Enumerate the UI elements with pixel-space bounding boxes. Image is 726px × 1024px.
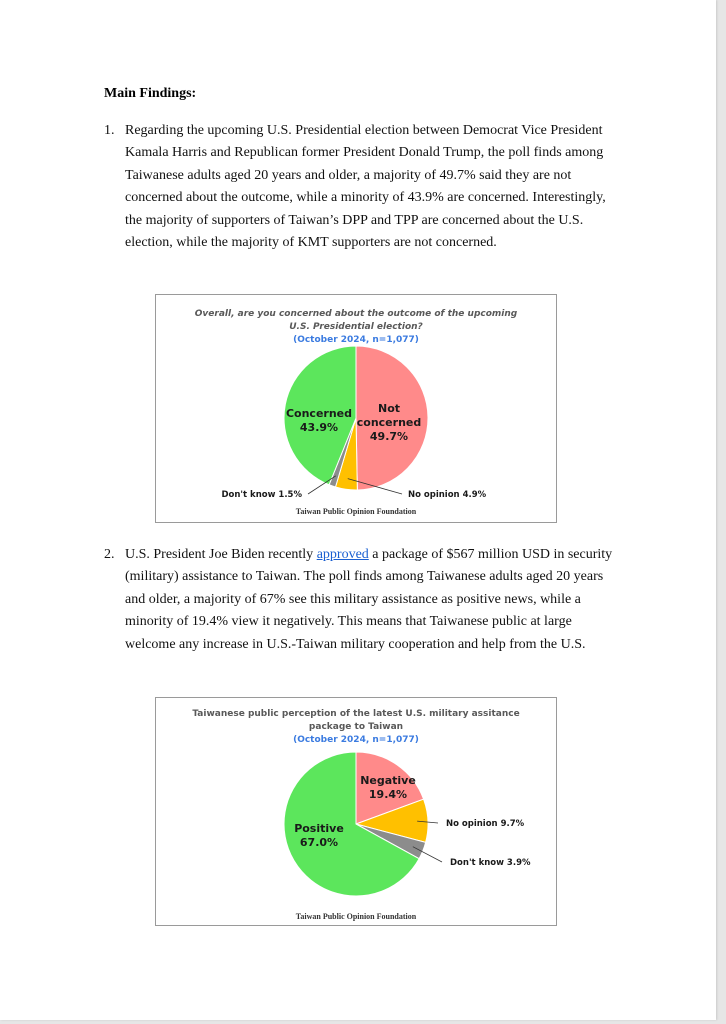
slice-label-not-concerned: Not [377, 402, 401, 415]
slice-label-negative: 19.4% [368, 788, 408, 801]
approved-link[interactable]: approved [316, 547, 369, 562]
section-heading: Main Findings: [104, 86, 197, 101]
slice-label-no-opinion: No opinion 9.7% [446, 819, 525, 829]
pie-chart-svg [156, 295, 556, 522]
text-segment: U.S. President Joe Biden recently [125, 547, 317, 562]
finding-text [125, 544, 624, 656]
slice-label-don-t-know: Don't know 1.5% [221, 490, 302, 500]
finding-item-1 [104, 120, 624, 254]
chart-title-line-1: Overall, are you concerned about the outcome of the upcoming [194, 309, 518, 319]
slice-label-don-t-know: Don't know 3.9% [450, 858, 531, 868]
slice-label-negative: Negative [360, 774, 416, 787]
slice-label-not-concerned: concerned [356, 416, 422, 429]
assistance-pie-chart [155, 697, 557, 926]
text-segment: a package of $567 million USD in security (military) assistance to Taiwan. The poll finds among Taiwanese adults aged 20 years and older, a majority of 67% see this military assistance as positive news, while a minority of 19.4% view it negatively. This means that Taiwanese public at large welcome any increase in U.S.-Taiwan military cooperation and help from the U.S. [125, 547, 613, 652]
chart-title-line-1: Taiwanese public perception of the latest U.S. military assitance [192, 709, 520, 719]
chart-source: Taiwan Public Opinion Foundation [295, 507, 417, 516]
finding-text: Regarding the upcoming U.S. Presidential election between Democrat Vice President Kamala Harris and Republican former President Donald Trump, the poll finds among Taiwanese adults aged 20 years and older, a majority of 49.7% said they are not concerned about the outcome, while a minority of 43.9% are concerned. Interestingly, the majority of supporters of Taiwan’s DPP and TPP are concerned about the U.S. election, while the majority of KMT supporters are not concerned. [125, 123, 606, 251]
chart-source: Taiwan Public Opinion Foundation [295, 912, 417, 921]
chart-subtitle: (October 2024, n=1,077) [293, 335, 419, 345]
pie-chart-svg [156, 698, 556, 925]
list-number: 2. [104, 547, 115, 562]
slice-label-concerned: Concerned [285, 407, 353, 420]
slice-label-not-concerned: 49.7% [369, 430, 409, 443]
slice-label-positive: 67.0% [299, 836, 339, 849]
chart-subtitle: (October 2024, n=1,077) [293, 735, 419, 745]
slice-label-positive: Positive [294, 822, 344, 835]
slice-label-no-opinion: No opinion 4.9% [408, 490, 487, 500]
concern-pie-chart [155, 294, 557, 523]
list-number: 1. [104, 123, 115, 138]
chart-title-line-2: package to Taiwan [308, 722, 404, 732]
slice-label-concerned: 43.9% [299, 421, 339, 434]
chart-title-line-2: U.S. Presidential election? [289, 322, 423, 332]
finding-item-2 [104, 544, 624, 656]
